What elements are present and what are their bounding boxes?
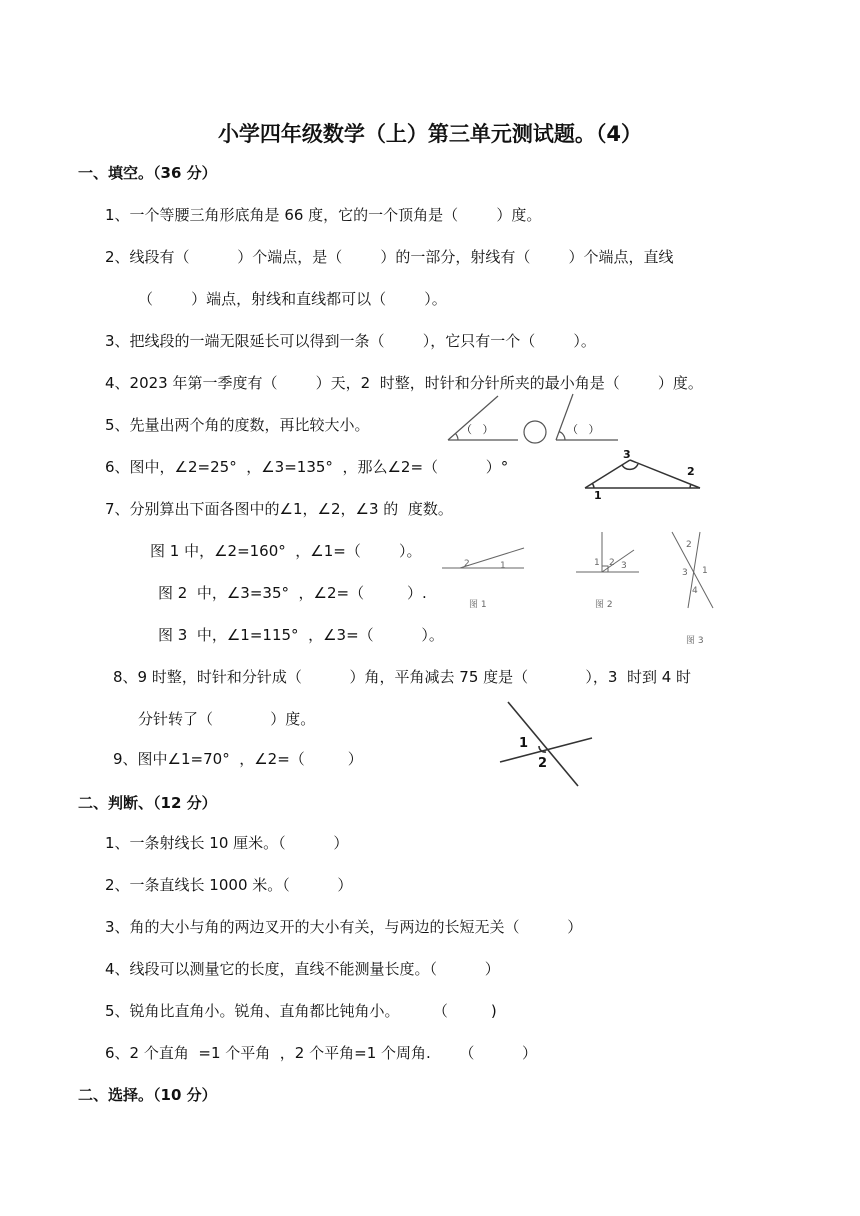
question-3: 3、把线段的一端无限延长可以得到一条（ ），它只有一个（ ）。 (105, 332, 596, 350)
question-2-line-2: （ ）端点，射线和直线都可以（ ）。 (138, 290, 447, 308)
judge-item: 5、锐角比直角小。锐角、直角都比钝角小。 （ ) (105, 1002, 497, 1020)
judge-item: 3、角的大小与角的两边叉开的大小有关，与两边的长短无关（ ） (105, 918, 583, 936)
question-5: 5、先量出两个角的度数，再比较大小。 (105, 416, 370, 434)
fig3-label-4: 4 (692, 586, 698, 596)
fig2-label-2: 2 (609, 558, 615, 568)
fig3-label-2: 2 (686, 540, 692, 550)
q9-intersecting-lines-figure (498, 700, 598, 790)
q5-angle-figure (443, 392, 623, 444)
fig1-label-2: 2 (464, 559, 470, 569)
question-4: 4、2023 年第一季度有（ ）天，2 时整，时针和分针所夹的最小角是（ ）度。 (105, 374, 703, 392)
figure-1-caption: 图 1 (469, 600, 487, 610)
q9-label-2: 2 (538, 756, 548, 771)
q6-label-2: 2 (687, 465, 695, 478)
question-2-line-1: 2、线段有（ ）个端点，是（ ）的一部分，射线有（ ）个端点，直线 (105, 248, 674, 266)
question-6: 6、图中，∠2=25° ，∠3=135° ，那么∠2=（ ）° (105, 458, 509, 476)
section-heading-true-false: 二、判断、（12 分） (78, 794, 217, 812)
judge-item: 4、线段可以测量它的长度，直线不能测量长度。（ ） (105, 960, 500, 978)
question-7-fig3: 图 3 中，∠1=115° ，∠3=（ ）。 (158, 626, 444, 644)
q5-blank-left: （ ） (461, 423, 494, 436)
q6-triangle-figure (580, 446, 705, 502)
figure-1 (440, 543, 530, 573)
question-8-line-1: 8、9 时整，时针和分针成（ ）角，平角减去 75 度是（ ），3 时到 4 时 (113, 668, 692, 686)
figure-3-caption: 图 3 (686, 636, 704, 646)
judge-item: 1、一条射线长 10 厘米。（ ） (105, 834, 349, 852)
question-1: 1、一个等腰三角形底角是 66 度，它的一个顶角是（ ）度。 (105, 206, 542, 224)
q9-label-1: 1 (519, 736, 529, 751)
judge-item: 6、2 个直角 =1 个平角 ，2 个平角=1 个周角. （ ） (105, 1044, 538, 1062)
question-7: 7、分别算出下面各图中的∠1，∠2，∠3 的 度数。 (105, 500, 453, 518)
section-heading-fill-in: 一、填空。（36 分） (78, 164, 217, 182)
section-heading-choice: 二、选择。（10 分） (78, 1086, 217, 1104)
question-8-line-2: 分针转了（ ）度。 (138, 710, 316, 728)
question-7-fig1: 图 1 中，∠2=160° ，∠1=（ ）。 (150, 542, 422, 560)
q6-label-3: 3 (623, 448, 631, 461)
q6-label-1: 1 (594, 489, 602, 502)
q5-blank-right: （ ） (567, 423, 600, 436)
question-7-fig2: 图 2 中，∠3=35° ，∠2=（ ）. (158, 584, 427, 602)
figure-2-caption: 图 2 (595, 600, 613, 610)
page-title: 小学四年级数学（上）第三单元测试题。（4） (217, 122, 643, 146)
fig2-label-1: 1 (594, 558, 600, 568)
fig1-label-1: 1 (500, 561, 506, 571)
figure-2 (574, 530, 642, 576)
figure-3 (668, 530, 718, 610)
fig2-label-3: 3 (621, 561, 627, 571)
fig3-label-3: 3 (682, 568, 688, 578)
fig3-label-1: 1 (702, 566, 708, 576)
question-9: 9、图中∠1=70° ，∠2=（ ） (113, 750, 363, 768)
judge-item: 2、一条直线长 1000 米。（ ） (105, 876, 353, 894)
